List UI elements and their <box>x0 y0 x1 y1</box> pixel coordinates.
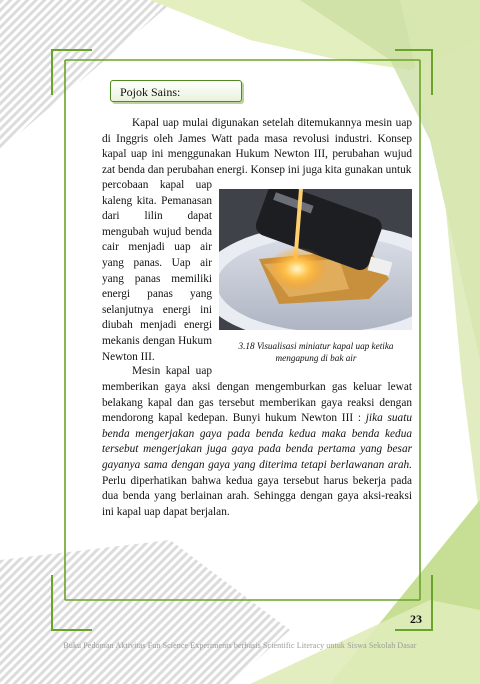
newton-law-quote: jika suatu benda mengerjakan gaya pada benda kedua maka benda kedua tersebut mengerjakan juga gaya pada benda pertama yang besar gayanya sama dengan gaya yang diterima tetapi berlawanan arah. <box>102 412 412 471</box>
footer-text: Buku Pedoman Aktivitas Fun Science Experiments berbasis Scientific Literacy untuk Siswa Sekolah Dasar <box>63 641 417 650</box>
figure-caption: 3.18 Visualisasi miniatur kapal uap ketika mengapung di bak air <box>238 341 394 363</box>
steam-boat-image <box>219 189 412 330</box>
paragraph-3 <box>102 380 412 520</box>
hatch-bottom <box>0 540 290 684</box>
page-number: 23 <box>410 612 422 626</box>
paragraph-3-part-b: Perlu diperhatikan bahwa kedua gaya tersebut harus bekerja pada dua benda yang berlainan arah. Sehingga dengan gaya aksi-reaksi ini kapal uap dapat berjalan. <box>102 474 412 518</box>
paragraph-2: percobaan kapal uap kaleng kita. Pemanasan dari lilin dapat mengubah wujud benda cair menjadi uap air yang panas. Uap air yang panas memiliki energi panas yang selanjutnya energi ini diubah menjadi energi mekanis dengan Hukum Newton III. <box>102 179 212 363</box>
paragraph-3-lead: Mesin kapal uap <box>132 365 212 377</box>
paragraph-3-part-a: memberikan gaya aksi dengan mengemburkan gas keluar lewat belakang kapal dan gas tersebut memberikan gaya reaksi dengan mendorong kapal kedepan. Bunyi hukum Newton III : <box>102 381 412 425</box>
pojok-sains-title: Pojok Sains: <box>120 85 181 99</box>
pojok-sains-box <box>110 80 242 102</box>
steam-boat-photo <box>219 189 412 330</box>
paragraph-1: Kapal uap mulai digunakan setelah ditemukannya mesin uap di Inggris oleh James Watt pada masa revolusi industri. Konsep kapal uap ini menggunakan Hukum Newton III, perubahan wujud zat benda dan perubahan energi. Konsep ini juga kita gunakan untuk <box>102 117 412 176</box>
